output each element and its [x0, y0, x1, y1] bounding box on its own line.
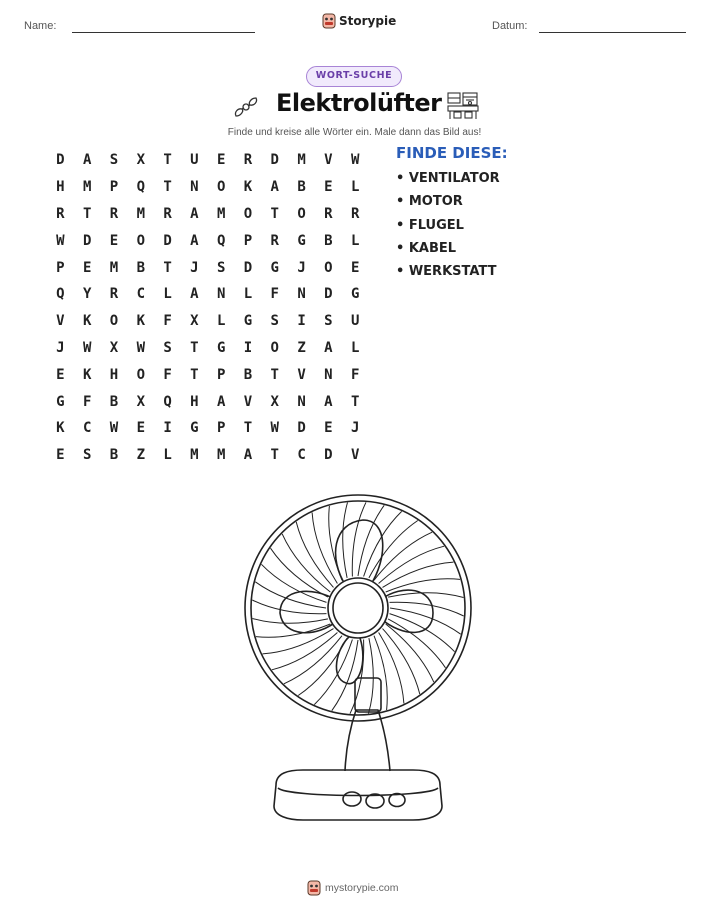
- grid-letter[interactable]: E: [216, 152, 226, 169]
- grid-letter[interactable]: B: [136, 259, 145, 276]
- grid-letter[interactable]: D: [82, 232, 92, 249]
- grid-letter[interactable]: S: [216, 259, 226, 276]
- grid-letter[interactable]: U: [350, 313, 360, 330]
- grid-letter[interactable]: F: [163, 313, 172, 330]
- grid-letter[interactable]: J: [56, 339, 65, 356]
- grid-letter[interactable]: L: [350, 179, 360, 196]
- grid-letter[interactable]: N: [297, 286, 306, 303]
- grille-spoke: [252, 600, 326, 614]
- grid-letter[interactable]: P: [216, 420, 226, 437]
- grille-spoke: [390, 614, 455, 652]
- grid-letter[interactable]: O: [216, 179, 226, 196]
- grid-letter[interactable]: J: [350, 420, 360, 437]
- grid-letter[interactable]: D: [324, 286, 333, 303]
- grid-letter[interactable]: D: [324, 447, 333, 464]
- grid-letter[interactable]: M: [82, 179, 92, 196]
- grid-letter[interactable]: E: [324, 420, 333, 437]
- storypie-logo-icon: [322, 13, 336, 29]
- grid-letter[interactable]: S: [82, 447, 92, 464]
- grid-row: [47, 201, 369, 228]
- grid-letter[interactable]: W: [350, 152, 360, 169]
- grid-letter[interactable]: S: [324, 313, 333, 330]
- grid-letter[interactable]: M: [297, 152, 306, 169]
- grid-letter[interactable]: A: [82, 152, 92, 169]
- fan-blade-icon: [232, 94, 260, 120]
- grid-letter[interactable]: T: [82, 205, 92, 222]
- grid-letter[interactable]: V: [297, 366, 306, 383]
- grille-spoke: [369, 638, 374, 713]
- grid-letter[interactable]: A: [190, 205, 199, 222]
- grid-letter[interactable]: D: [243, 259, 253, 276]
- grille-spoke: [332, 640, 358, 711]
- grille-spoke: [261, 564, 326, 602]
- grid-letter[interactable]: F: [270, 286, 279, 303]
- worksheet-type-badge: WORT-SUCHE: [306, 66, 402, 87]
- grille-spoke: [314, 640, 352, 705]
- grid-letter[interactable]: D: [270, 152, 279, 169]
- grid-letter[interactable]: L: [243, 286, 253, 303]
- grid-letter[interactable]: M: [190, 447, 199, 464]
- grid-letter[interactable]: W: [109, 420, 119, 437]
- word-list-item: • VENTILATOR: [396, 171, 500, 186]
- grid-letter[interactable]: E: [56, 447, 65, 464]
- grid-letter[interactable]: J: [190, 259, 199, 276]
- grid-letter[interactable]: A: [324, 339, 333, 356]
- grid-letter[interactable]: W: [56, 232, 65, 249]
- grid-letter[interactable]: Q: [136, 179, 145, 196]
- grid-letter[interactable]: Z: [136, 447, 145, 464]
- grid-row: [47, 227, 369, 254]
- word-list-item: • WERKSTATT: [396, 264, 497, 280]
- grid-letter[interactable]: Q: [163, 393, 172, 410]
- grille-spoke: [253, 619, 328, 624]
- grid-letter[interactable]: G: [56, 393, 65, 410]
- grid-letter[interactable]: Q: [216, 232, 226, 249]
- grid-letter[interactable]: M: [109, 259, 119, 276]
- grid-letter[interactable]: U: [190, 152, 199, 169]
- grid-letter[interactable]: R: [350, 205, 360, 222]
- grid-letter[interactable]: R: [243, 152, 253, 169]
- grid-letter[interactable]: G: [297, 232, 306, 249]
- grid-letter[interactable]: X: [109, 339, 119, 356]
- grid-letter[interactable]: V: [350, 447, 360, 464]
- grid-letter[interactable]: A: [270, 179, 279, 196]
- grid-letter[interactable]: E: [109, 232, 119, 249]
- grid-letter[interactable]: J: [297, 259, 306, 276]
- grid-letter[interactable]: T: [243, 420, 253, 437]
- grid-letter[interactable]: M: [136, 205, 145, 222]
- grid-letter[interactable]: R: [109, 286, 119, 303]
- grid-letter[interactable]: H: [56, 179, 65, 196]
- grid-letter[interactable]: A: [190, 286, 199, 303]
- grid-letter[interactable]: S: [270, 313, 279, 330]
- grid-letter[interactable]: O: [136, 366, 145, 383]
- grid-letter[interactable]: F: [82, 393, 92, 410]
- word-list-item: • FLUGEL: [396, 217, 464, 233]
- grid-row: [47, 147, 369, 174]
- grid-letter[interactable]: L: [216, 313, 226, 330]
- grid-letter[interactable]: N: [297, 393, 306, 410]
- grid-letter[interactable]: K: [82, 313, 92, 330]
- grid-letter[interactable]: V: [243, 393, 253, 410]
- word-list-title: FINDE DIESE:: [396, 144, 508, 162]
- grid-letter[interactable]: H: [109, 366, 119, 383]
- grid-letter[interactable]: E: [350, 259, 360, 276]
- grid-letter[interactable]: R: [270, 232, 279, 249]
- grid-letter[interactable]: T: [350, 393, 360, 410]
- grid-letter[interactable]: G: [190, 420, 199, 437]
- grid-letter[interactable]: F: [350, 366, 360, 383]
- grid-row: [47, 281, 369, 308]
- grid-row: [47, 174, 369, 201]
- grille-spoke: [388, 619, 445, 668]
- grille-spoke: [350, 640, 364, 714]
- grid-row: [47, 308, 369, 335]
- grid-letter[interactable]: A: [324, 393, 333, 410]
- grille-spoke: [343, 503, 348, 578]
- date-label: Datum:: [492, 20, 528, 32]
- grid-letter[interactable]: B: [324, 232, 333, 249]
- grid-letter[interactable]: D: [297, 420, 306, 437]
- workshop-icon: [446, 91, 480, 121]
- grid-letter[interactable]: P: [243, 232, 253, 249]
- grid-letter[interactable]: O: [243, 205, 253, 222]
- grid-letter[interactable]: E: [324, 179, 333, 196]
- brand-name: Storypie: [339, 14, 397, 28]
- grid-letter[interactable]: A: [243, 447, 253, 464]
- grid-letter[interactable]: T: [270, 366, 279, 383]
- grid-letter[interactable]: L: [163, 286, 172, 303]
- grid-letter[interactable]: T: [163, 152, 172, 169]
- grid-letter[interactable]: X: [136, 152, 145, 169]
- grid-letter[interactable]: R: [109, 205, 119, 222]
- grid-row: [47, 335, 369, 362]
- grid-letter[interactable]: X: [270, 393, 279, 410]
- grid-letter[interactable]: K: [243, 179, 253, 196]
- grille-spoke: [271, 548, 328, 597]
- brand-logo: [322, 13, 396, 29]
- grille-spoke: [312, 513, 337, 584]
- grid-letter[interactable]: C: [297, 447, 306, 464]
- grid-letter[interactable]: R: [56, 205, 65, 222]
- grid-letter[interactable]: G: [350, 286, 360, 303]
- grid-letter[interactable]: B: [297, 179, 306, 196]
- grid-letter[interactable]: A: [216, 393, 226, 410]
- grid-letter[interactable]: L: [350, 232, 360, 249]
- grid-letter[interactable]: K: [82, 366, 92, 383]
- grid-letter[interactable]: N: [190, 179, 199, 196]
- grid-letter[interactable]: G: [216, 339, 226, 356]
- grid-letter[interactable]: I: [163, 420, 172, 437]
- word-list-item: • MOTOR: [396, 194, 463, 210]
- grid-letter[interactable]: P: [216, 366, 226, 383]
- grid-letter[interactable]: B: [243, 366, 253, 383]
- grid-letter[interactable]: T: [163, 179, 172, 196]
- grid-letter[interactable]: T: [163, 259, 172, 276]
- footer-url[interactable]: mystorypie.com: [325, 882, 399, 894]
- grid-row: [47, 361, 369, 388]
- grid-letter[interactable]: O: [297, 205, 306, 222]
- grid-letter[interactable]: O: [270, 339, 279, 356]
- grille-spoke: [352, 502, 366, 576]
- grid-letter[interactable]: V: [56, 313, 65, 330]
- footer: [307, 880, 399, 896]
- grid-letter[interactable]: I: [243, 339, 253, 356]
- grid-letter[interactable]: G: [243, 313, 253, 330]
- grid-letter[interactable]: M: [216, 447, 226, 464]
- grid-letter[interactable]: P: [56, 259, 65, 276]
- grid-letter[interactable]: S: [163, 339, 172, 356]
- grid-row: [47, 415, 369, 442]
- grid-letter[interactable]: D: [163, 232, 172, 249]
- grid-letter[interactable]: Y: [82, 286, 92, 303]
- electric-fan-illustration[interactable]: [228, 488, 478, 828]
- grid-letter[interactable]: K: [56, 420, 65, 437]
- grille-spoke: [329, 506, 342, 580]
- grid-letter[interactable]: V: [324, 152, 333, 169]
- grid-letter[interactable]: R: [324, 205, 333, 222]
- grille-spoke: [390, 602, 464, 616]
- grille-spoke: [383, 562, 454, 587]
- grid-letter[interactable]: G: [270, 259, 279, 276]
- grid-letter[interactable]: T: [270, 447, 279, 464]
- grid-letter[interactable]: B: [109, 393, 119, 410]
- grid-letter[interactable]: E: [56, 366, 65, 383]
- grid-letter[interactable]: L: [350, 339, 360, 356]
- grid-letter[interactable]: O: [136, 232, 145, 249]
- page-title: Elektrolüfter: [276, 89, 442, 117]
- grid-letter[interactable]: C: [82, 420, 92, 437]
- grid-letter[interactable]: R: [163, 205, 172, 222]
- grid-letter[interactable]: D: [56, 152, 65, 169]
- grille-spoke: [379, 633, 404, 704]
- grid-letter[interactable]: N: [216, 286, 226, 303]
- word-list-item: • KABEL: [396, 240, 457, 256]
- grid-letter[interactable]: Q: [56, 286, 65, 303]
- grid-letter[interactable]: K: [136, 313, 145, 330]
- grid-letter[interactable]: B: [109, 447, 119, 464]
- date-line[interactable]: [539, 32, 686, 33]
- grid-letter[interactable]: L: [163, 447, 172, 464]
- grid-letter[interactable]: E: [82, 259, 92, 276]
- word-list: [396, 171, 500, 287]
- grid-letter[interactable]: T: [190, 366, 199, 383]
- word-search-grid[interactable]: [47, 147, 369, 469]
- grid-letter[interactable]: P: [109, 179, 119, 196]
- grid-letter[interactable]: Z: [297, 339, 306, 356]
- instructions: Finde und kreise alle Wörter ein. Male dann das Bild aus!: [227, 127, 482, 138]
- grid-letter[interactable]: A: [190, 232, 199, 249]
- grid-letter[interactable]: H: [190, 393, 199, 410]
- grid-letter[interactable]: C: [136, 286, 145, 303]
- grid-row: [47, 442, 369, 469]
- grid-letter[interactable]: O: [324, 259, 333, 276]
- grid-letter[interactable]: X: [190, 313, 199, 330]
- name-line[interactable]: [72, 32, 255, 33]
- grid-letter[interactable]: T: [270, 205, 279, 222]
- grid-letter[interactable]: N: [324, 366, 333, 383]
- grid-letter[interactable]: W: [82, 339, 92, 356]
- grille-spoke: [386, 579, 460, 592]
- grid-row: [47, 388, 369, 415]
- grille-spoke: [298, 638, 347, 695]
- grid-letter[interactable]: I: [297, 313, 306, 330]
- storypie-logo-icon: [307, 880, 321, 896]
- grid-letter[interactable]: O: [109, 313, 119, 330]
- grid-letter[interactable]: W: [136, 339, 145, 356]
- grid-letter[interactable]: F: [163, 366, 172, 383]
- grid-letter[interactable]: M: [216, 205, 226, 222]
- grid-row: [47, 254, 369, 281]
- grid-letter[interactable]: E: [136, 420, 145, 437]
- grille-spoke: [369, 521, 418, 578]
- grid-letter[interactable]: W: [270, 420, 279, 437]
- grid-letter[interactable]: X: [136, 393, 145, 410]
- name-label: Name:: [24, 20, 57, 32]
- grid-letter[interactable]: S: [109, 152, 119, 169]
- grid-letter[interactable]: T: [190, 339, 199, 356]
